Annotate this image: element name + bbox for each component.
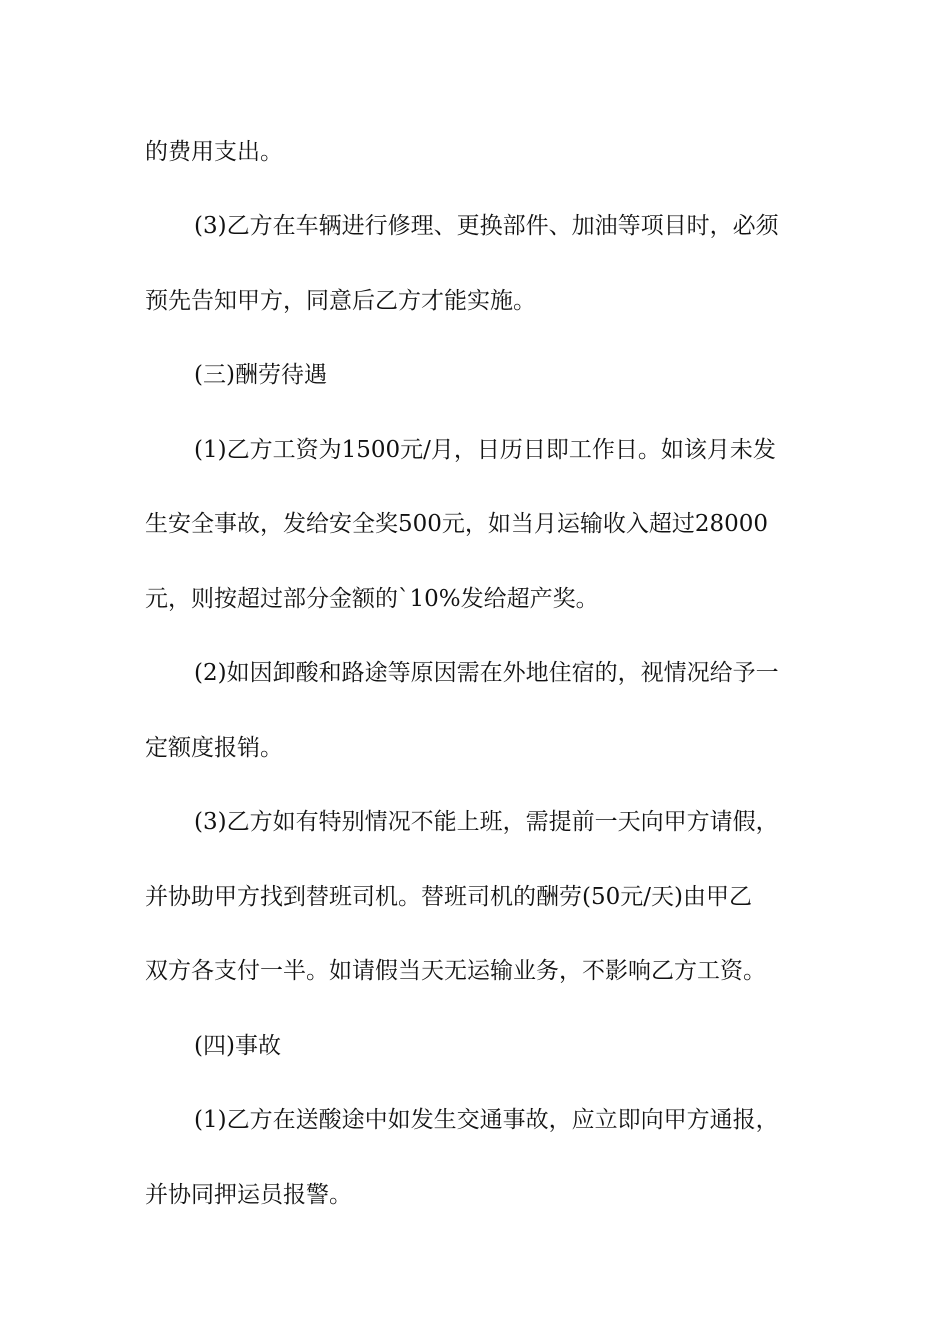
text-line: 预先告知甲方，同意后乙方才能实施。 xyxy=(145,288,536,314)
text-line: 并协同押运员报警。 xyxy=(145,1182,352,1208)
text-line: 并协助甲方找到替班司机。替班司机的酬劳(50元/天)由甲乙 xyxy=(145,884,752,910)
paragraph-first-line: (1)乙方在送酸途中如发生交通事故，应立即向甲方通报， xyxy=(194,1107,779,1133)
section-heading: (四)事故 xyxy=(194,1033,281,1059)
section-heading: (三)酬劳待遇 xyxy=(194,362,327,388)
paragraph-first-line: (2)如因卸酸和路途等原因需在外地住宿的，视情况给予一 xyxy=(194,660,779,686)
text-line: 元，则按超过部分金额的`10%发给超产奖。 xyxy=(145,586,599,612)
text-line: 双方各支付一半。如请假当天无运输业务，不影响乙方工资。 xyxy=(145,958,766,984)
paragraph-first-line: (3)乙方如有特别情况不能上班，需提前一天向甲方请假， xyxy=(194,809,779,835)
paragraph-first-line: (1)乙方工资为1500元/月，日历日即工作日。如该月未发 xyxy=(194,437,776,463)
paragraph-first-line: (3)乙方在车辆进行修理、更换部件、加油等项目时，必须 xyxy=(194,213,779,239)
text-line: 定额度报销。 xyxy=(145,735,283,761)
text-line: 的费用支出。 xyxy=(145,139,283,165)
text-line: 生安全事故，发给安全奖500元，如当月运输收入超过28000 xyxy=(145,511,769,537)
